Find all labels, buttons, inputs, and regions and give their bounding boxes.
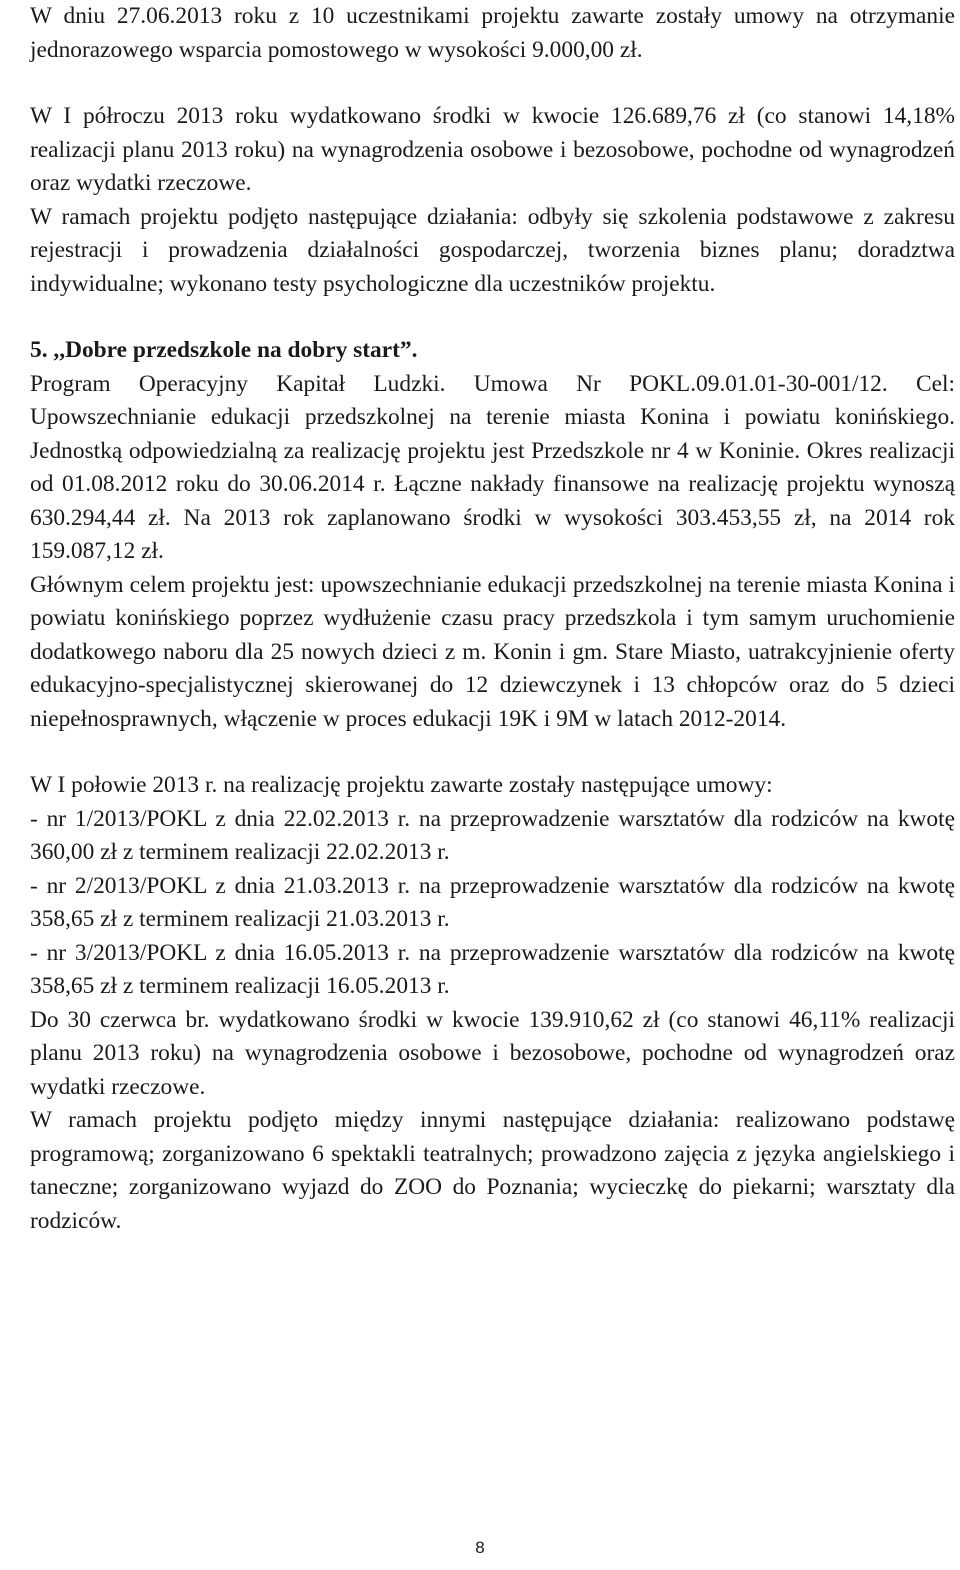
paragraph-expenses-h1: W I półroczu 2013 roku wydatkowano środki w kwocie 126.689,76 zł (co stanowi 14,18% realizacji planu 2013 roku) na wynagrodzenia osobowe i bezosobowe, pochodne od wynagrodzeń oraz wydatki rzeczowe.	[30, 103, 955, 196]
paragraph-main-goal: Głównym celem projektu jest: upowszechnianie edukacji przedszkolnej na terenie miasta Konina i powiatu konińskiego poprzez wydłużenie czasu pracy przedszkola i tym samym uruchomienie dodatkowego naboru dla 25 nowych dzieci z m. Konin i gm. Stare Miasto, uatrakcyjnienie oferty edukacyjno-specjalistycznej skierowanej do 12 dziewczynek i 13 chłopców oraz do 5 dzieci niepełnosprawnych, włączenie w proces edukacji 19K i 9M w latach 2012-2014.	[30, 571, 955, 732]
contract-item-2: - nr 2/2013/POKL z dnia 21.03.2013 r. na przeprowadzenie warsztatów dla rodziców na kwotę 358,65 zł z terminem realizacji 21.03.2013 r.	[30, 872, 955, 932]
paragraph-contracts-intro: W I połowie 2013 r. na realizację projektu zawarte zostały następujące umowy:	[30, 772, 773, 798]
paragraph-program-details: Program Operacyjny Kapitał Ludzki. Umowa Nr POKL.09.01.01-30-001/12. Cel: Upowszechnianie edukacji przedszkolnej na terenie miasta Konina i powiatu konińskiego. Jednostką odpowiedzialną za realizację projektu jest Przedszkole nr 4 w Koninie. Okres realizacji od 01.08.2012 roku do 30.06.2014 r. Łączne nakłady finansowe na realizację projektu wynoszą 630.294,44 zł. Na 2013 rok zaplanowano środki w wysokości 303.453,55 zł, na 2014 rok 159.087,12 zł.	[30, 370, 955, 564]
document-page	[30, 0, 955, 1238]
paragraph-project-actions: W ramach projektu podjęto następujące działania: odbyły się szkolenia podstawowe z zakresu rejestracji i prowadzenia działalności gospodarczej, tworzenia biznes planu; doradztwa indywidualne; wykonano testy psychologiczne dla uczestników projektu.	[30, 203, 955, 297]
contract-item-3: - nr 3/2013/POKL z dnia 16.05.2013 r. na przeprowadzenie warsztatów dla rodziców na kwotę 358,65 zł z terminem realizacji 16.05.2013 r.	[30, 939, 955, 999]
paragraph-expenses-june: Do 30 czerwca br. wydatkowano środki w kwocie 139.910,62 zł (co stanowi 46,11% realizacji planu 2013 roku) na wynagrodzenia osobowe i bezosobowe, pochodne od wynagrodzeń oraz wydatki rzeczowe.	[30, 1006, 955, 1100]
contract-item-1: - nr 1/2013/POKL z dnia 22.02.2013 r. na przeprowadzenie warsztatów dla rodziców na kwotę 360,00 zł z terminem realizacji 22.02.2013 r.	[30, 805, 955, 865]
blank-line	[30, 67, 955, 100]
page-number: 8	[475, 1538, 485, 1557]
blank-line	[30, 736, 955, 769]
blank-line	[30, 301, 955, 334]
section-heading: 5. ,,Dobre przedszkole na dobry start”.	[30, 337, 418, 363]
paragraph-activities: W ramach projektu podjęto między innymi następujące działania: realizowano podstawę programową; zorganizowano 6 spektakli teatralnych; prowadzono zajęcia z języka angielskiego i taneczne; zorganizowano wyjazd do ZOO do Poznania; wycieczkę do piekarni; warsztaty dla rodziców.	[30, 1107, 955, 1234]
paragraph-bridge-support: W dniu 27.06.2013 roku z 10 uczestnikami projektu zawarte zostały umowy na otrzymanie jednorazowego wsparcia pomostowego w wysokości 9.000,00 zł.	[30, 3, 955, 63]
